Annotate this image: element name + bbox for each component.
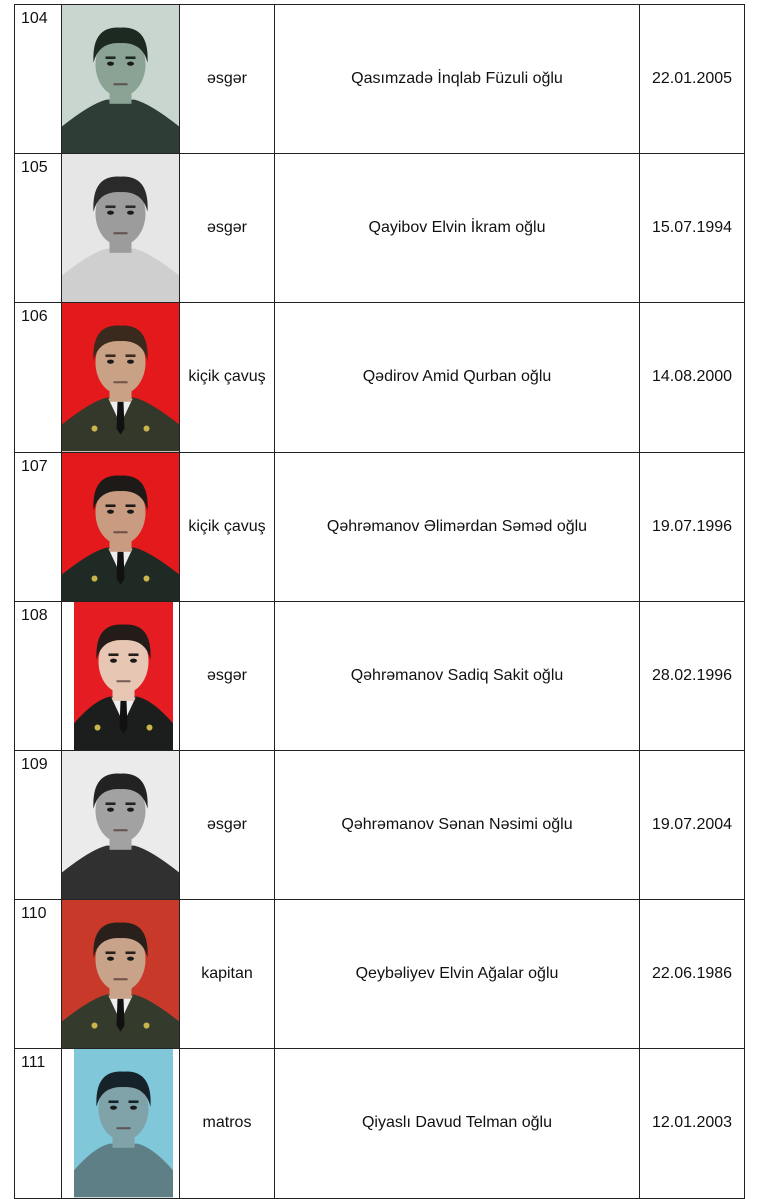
table-row [15,452,745,601]
portrait-cell [62,900,180,1049]
military-rank: əsgər [180,601,275,750]
portrait-cell [62,452,180,601]
full-name: Qeybəliyev Elvin Ağalar oğlu [275,900,640,1049]
birth-date: 14.08.2000 [640,303,745,452]
roster-table [14,4,745,1199]
table-row [15,154,745,303]
portrait-photo [62,5,179,153]
portrait-cell [62,5,180,154]
portrait-photo [62,453,179,601]
birth-date: 12.01.2003 [640,1049,745,1198]
birth-date: 19.07.1996 [640,452,745,601]
military-rank: kiçik çavuş [180,303,275,452]
birth-date: 22.01.2005 [640,5,745,154]
portrait-photo [62,602,179,750]
military-rank: əsgər [180,5,275,154]
full-name: Qayibov Elvin İkram oğlu [275,154,640,303]
row-number: 106 [15,303,62,452]
military-rank: kiçik çavuş [180,452,275,601]
table-row [15,601,745,750]
portrait-cell [62,303,180,452]
row-number: 107 [15,452,62,601]
row-number: 105 [15,154,62,303]
row-number: 110 [15,900,62,1049]
portrait-photo [62,154,179,302]
full-name: Qəhrəmanov Sənan Nəsimi oğlu [275,750,640,899]
full-name: Qiyaslı Davud Telman oğlu [275,1049,640,1198]
portrait-photo [62,303,179,451]
portrait-photo [62,1049,179,1197]
full-name: Qasımzadə İnqlab Füzuli oğlu [275,5,640,154]
portrait-cell [62,154,180,303]
portrait-photo [62,900,179,1048]
table-row [15,303,745,452]
birth-date: 22.06.1986 [640,900,745,1049]
full-name: Qədirov Amid Qurban oğlu [275,303,640,452]
military-rank: kapitan [180,900,275,1049]
full-name: Qəhrəmanov Əlimərdan Səməd oğlu [275,452,640,601]
birth-date: 19.07.2004 [640,750,745,899]
portrait-cell [62,750,180,899]
military-rank: əsgər [180,154,275,303]
military-rank: matros [180,1049,275,1198]
full-name: Qəhrəmanov Sadiq Sakit oğlu [275,601,640,750]
roster-body [15,5,745,1199]
portrait-cell [62,601,180,750]
table-row [15,750,745,899]
birth-date: 28.02.1996 [640,601,745,750]
table-row [15,5,745,154]
row-number: 108 [15,601,62,750]
military-rank: əsgər [180,750,275,899]
row-number: 111 [15,1049,62,1198]
portrait-photo [62,751,179,899]
row-number: 104 [15,5,62,154]
row-number: 109 [15,750,62,899]
table-row [15,900,745,1049]
birth-date: 15.07.1994 [640,154,745,303]
